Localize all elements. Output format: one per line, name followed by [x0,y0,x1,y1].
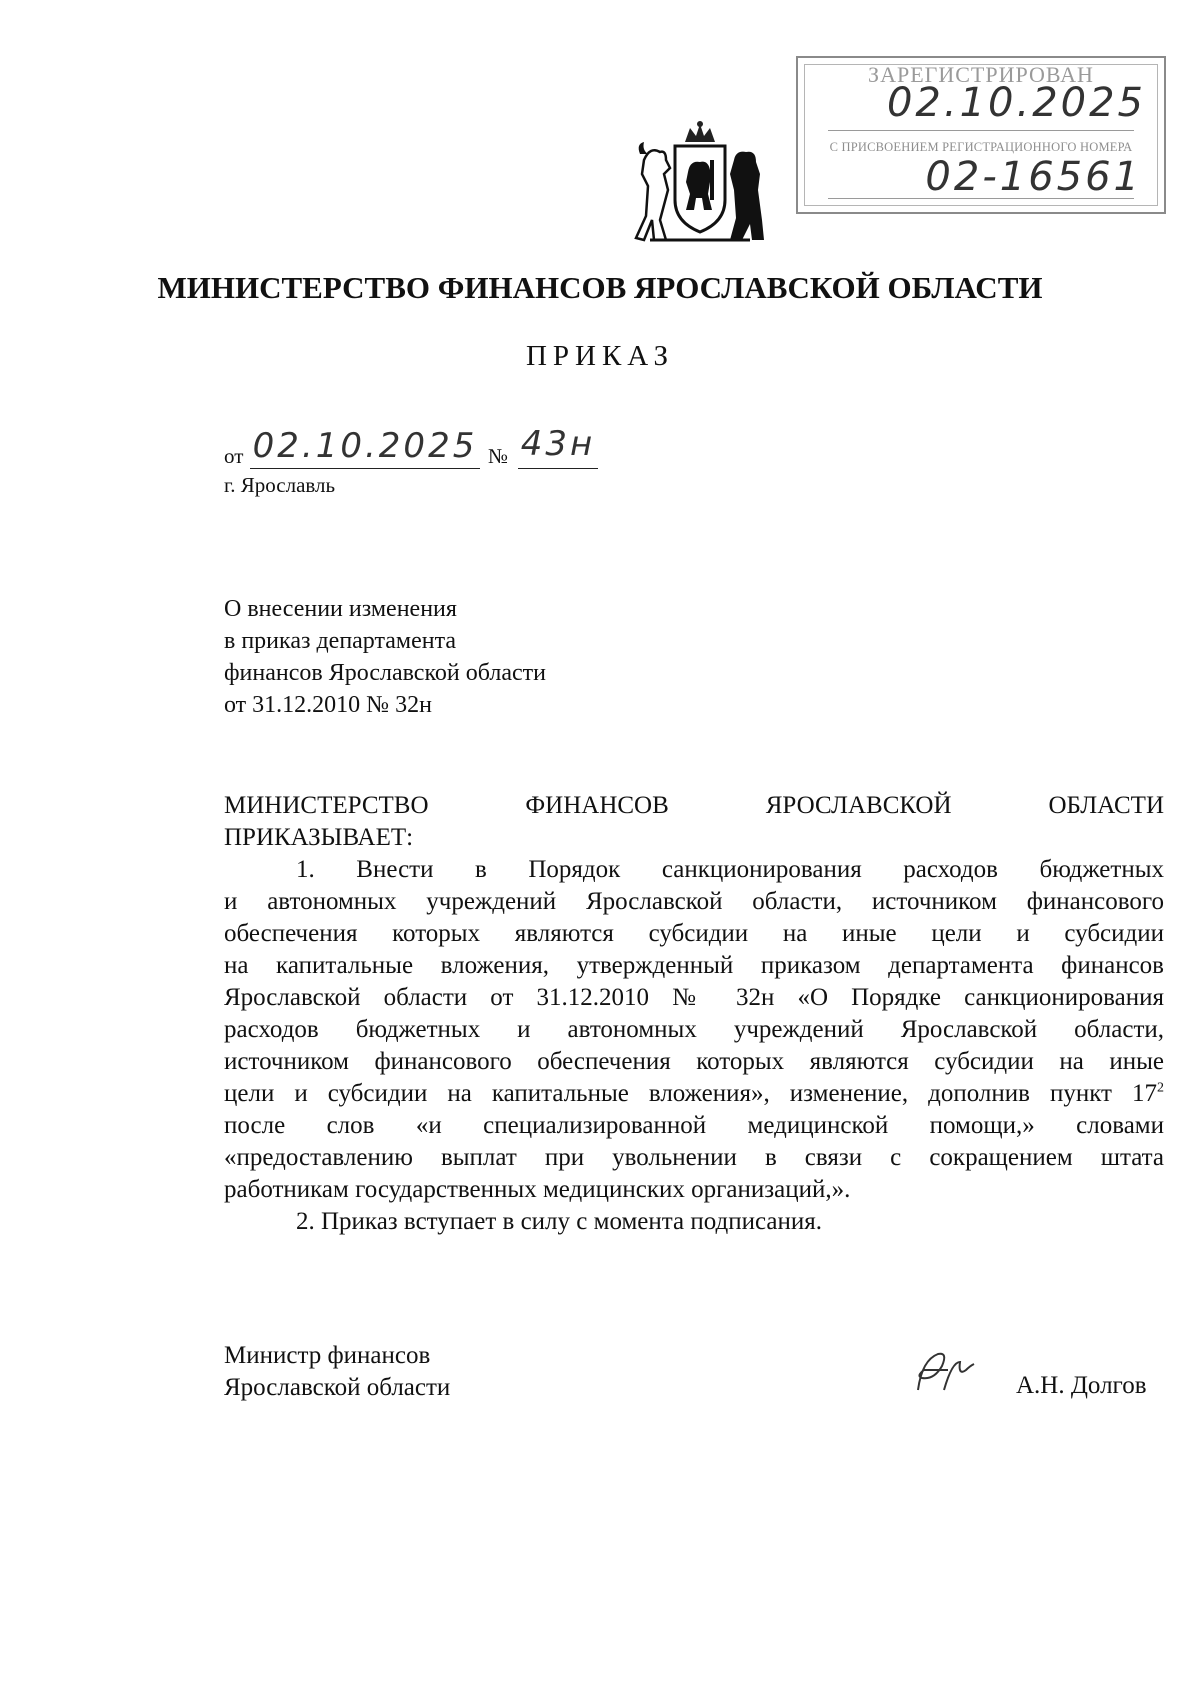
date-label: от [224,444,244,468]
stamp-sub-label: С ПРИСВОЕНИЕМ РЕГИСТРАЦИОННОГО НОМЕРА [829,140,1133,154]
order-number-field [518,418,598,469]
city: г. Ярославль [224,473,336,497]
signer-title-line: Ярославской области [224,1374,451,1401]
item1-line: работникам государственных медицинских организаций,». [224,1176,851,1203]
item1-line: 1. Внести в Порядок санкционирования расходов бюджетных [296,856,1164,883]
number-label: № [488,444,509,468]
handwritten-signature-icon [908,1340,978,1400]
stamp-date: 02.10.2025 [886,80,1146,126]
subject-line: финансов Ярославской области [224,660,546,686]
order-number-value: 43н [520,424,596,464]
item1-line: обеспечения которых являются субсидии на иные цели и субсидии [224,920,1164,947]
registration-stamp [796,56,1166,214]
stamp-heading: ЗАРЕГИСТРИРОВАН [868,62,1094,87]
item1-line: цели и субсидии на капитальные вложения», изменение, дополнив пункт 17 [224,1080,1157,1107]
item1-line: на капитальные вложения, утвержденный приказом департамента финансов [224,952,1164,979]
item1-line: расходов бюджетных и автономных учреждений Ярославской области, [224,1016,1164,1043]
order-date-value: 02.10.2025 [252,426,478,466]
stamp-date-line [828,130,1134,131]
item1-line: «предоставлению выплат при увольнении в связи с сокращением штата [224,1144,1164,1171]
preamble-line: ПРИКАЗЫВАЕТ: [224,824,414,851]
item1-line: Ярославской области от 31.12.2010 № 32н «О Порядке санкционирования [224,984,1164,1011]
ministry-title: МИНИСТЕРСТВО ФИНАНСОВ ЯРОСЛАВСКОЙ ОБЛАСТИ [157,270,1043,305]
item1-line: и автономных учреждений Ярославской области, источником финансового [224,888,1164,915]
item1-line: источником финансового обеспечения которых являются субсидии на иные [224,1048,1164,1075]
subject-line: в приказ департамента [224,628,457,654]
order-body [224,790,1164,1238]
item1-line-with-sup [224,1078,1164,1110]
item1-superscript: 2 [1157,1080,1164,1096]
yaroslavl-coat-of-arms-icon [630,120,770,250]
item1-line: после слов «и специализированной медицинской помощи,» словами [224,1112,1164,1139]
preamble-line: МИНИСТЕРСТВО ФИНАНСОВ ЯРОСЛАВСКОЙ ОБЛАСТИ [224,792,1164,819]
signer-title [224,1340,450,1404]
signer-name: А.Н. Долгов [1016,1372,1147,1399]
signer-title-line: Министр финансов [224,1342,431,1369]
order-date-field [250,418,480,469]
stamp-reg-number: 02-16561 [925,154,1142,200]
subject-line: от 31.12.2010 № 32н [224,692,432,718]
item2-line: 2. Приказ вступает в силу с момента подписания. [296,1208,822,1235]
document-type: ПРИКАЗ [525,340,675,372]
subject-line: О внесении изменения [224,596,457,622]
